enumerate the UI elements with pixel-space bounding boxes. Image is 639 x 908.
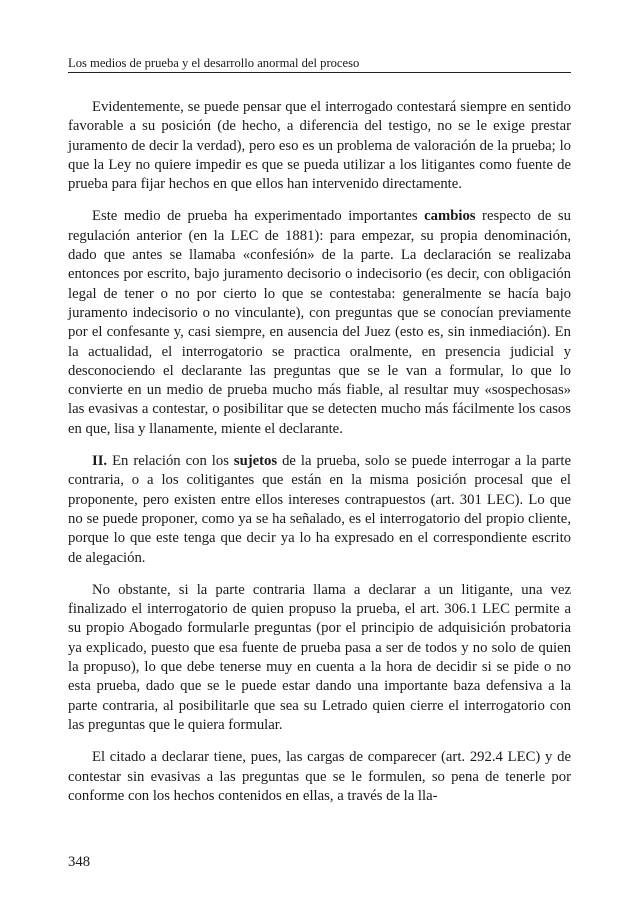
body-text (68, 98, 571, 819)
paragraph-text: respecto de su regulación anterior (en la LEC de 1881): para empezar, su propia denominación, dado que antes se llamaba «confesión» de la parte. La declaración se realizaba entonces por escrito, bajo juramento decisorio o indecisorio (es decir, con obligación legal de tener o no por cierto lo que se contestaba: generalmente se hacía bajo juramento indecisorio o no vinculante), con preguntas que se conocían previamente por el confesante y, casi siempre, en ausencia del Juez (esto es, sin inmediación). En la actualidad, el interrogatorio se practica oralmente, en presencia judicial y desconociendo el declarante las preguntas que se le van a formular, lo que lo convierte en un medio de prueba mucho más fiable, al resultar muy «sospechosas» las evasivas a contestar, o posibilitar que se detecten mucho más fácilmente los casos en que, lisa y llanamente, miente el declarante. (68, 208, 571, 437)
paragraph (68, 452, 571, 568)
bold-term: sujetos (233, 453, 278, 470)
paragraph (68, 581, 571, 735)
paragraph (68, 748, 571, 806)
paragraph-text: de la prueba, solo se puede interrogar a la parte contraria, o a los colitigantes que están en la misma posición procesal que el proponente, pero existen entre ellos intereses contrapuestos (art. 301 LEC). Lo que no se puede proponer, como ya se ha señalado, es el interrogatorio del propio cliente, porque lo que este tenga que decir ya lo ha expresado en el correspondiente escrito de alegación. (68, 453, 571, 566)
paragraph-text: El citado a declarar tiene, pues, las cargas de comparecer (art. 292.4 LEC) y de contestar sin evasivas a las preguntas que se le formulen, so pena de tenerle por conforme con los hechos contenidos en ellas, a través de la lla- (68, 749, 571, 804)
bold-term: cambios (424, 208, 476, 225)
paragraph-text: No obstante, si la parte contraria llama a declarar a un litigante, una vez finalizado el interrogatorio de quien propuso la prueba, el art. 306.1 LEC permite a su propio Abogado formularle preguntas (por el principio de adquisición probatoria ya explicado, puesto que esa fuente de prueba pasa a ser de todos y no solo de quien la propuso), lo que debe tenerse muy en cuenta a la hora de decidir si se pide o no esta prueba, dado que se le puede estar dando una importante baza defensiva a la parte contraria, al posibilitarle que sea su Letrado quien cierre el interrogatorio con las preguntas que le quiera formular. (68, 581, 571, 733)
section-numeral: II. (92, 453, 108, 470)
paragraph-text: En relación con los (107, 453, 234, 470)
running-header: Los medios de prueba y el desarrollo anormal del proceso (68, 55, 571, 73)
paragraph (68, 207, 571, 439)
paragraph-text: Evidentemente, se puede pensar que el interrogado contestará siempre en sentido favorable a su posición (de hecho, a diferencia del testigo, no se le exige prestar juramento de decir la verdad), pero eso es un problema de valoración de la prueba; lo que la Ley no quiere impedir es que se pueda utilizar a los litigantes como fuente de prueba para fijar hechos en que ellos han intervenido directamente. (68, 99, 571, 193)
paragraph (68, 98, 571, 194)
paragraph-text: Este medio de prueba ha experimentado importantes (92, 208, 425, 225)
page-number: 348 (68, 854, 91, 870)
